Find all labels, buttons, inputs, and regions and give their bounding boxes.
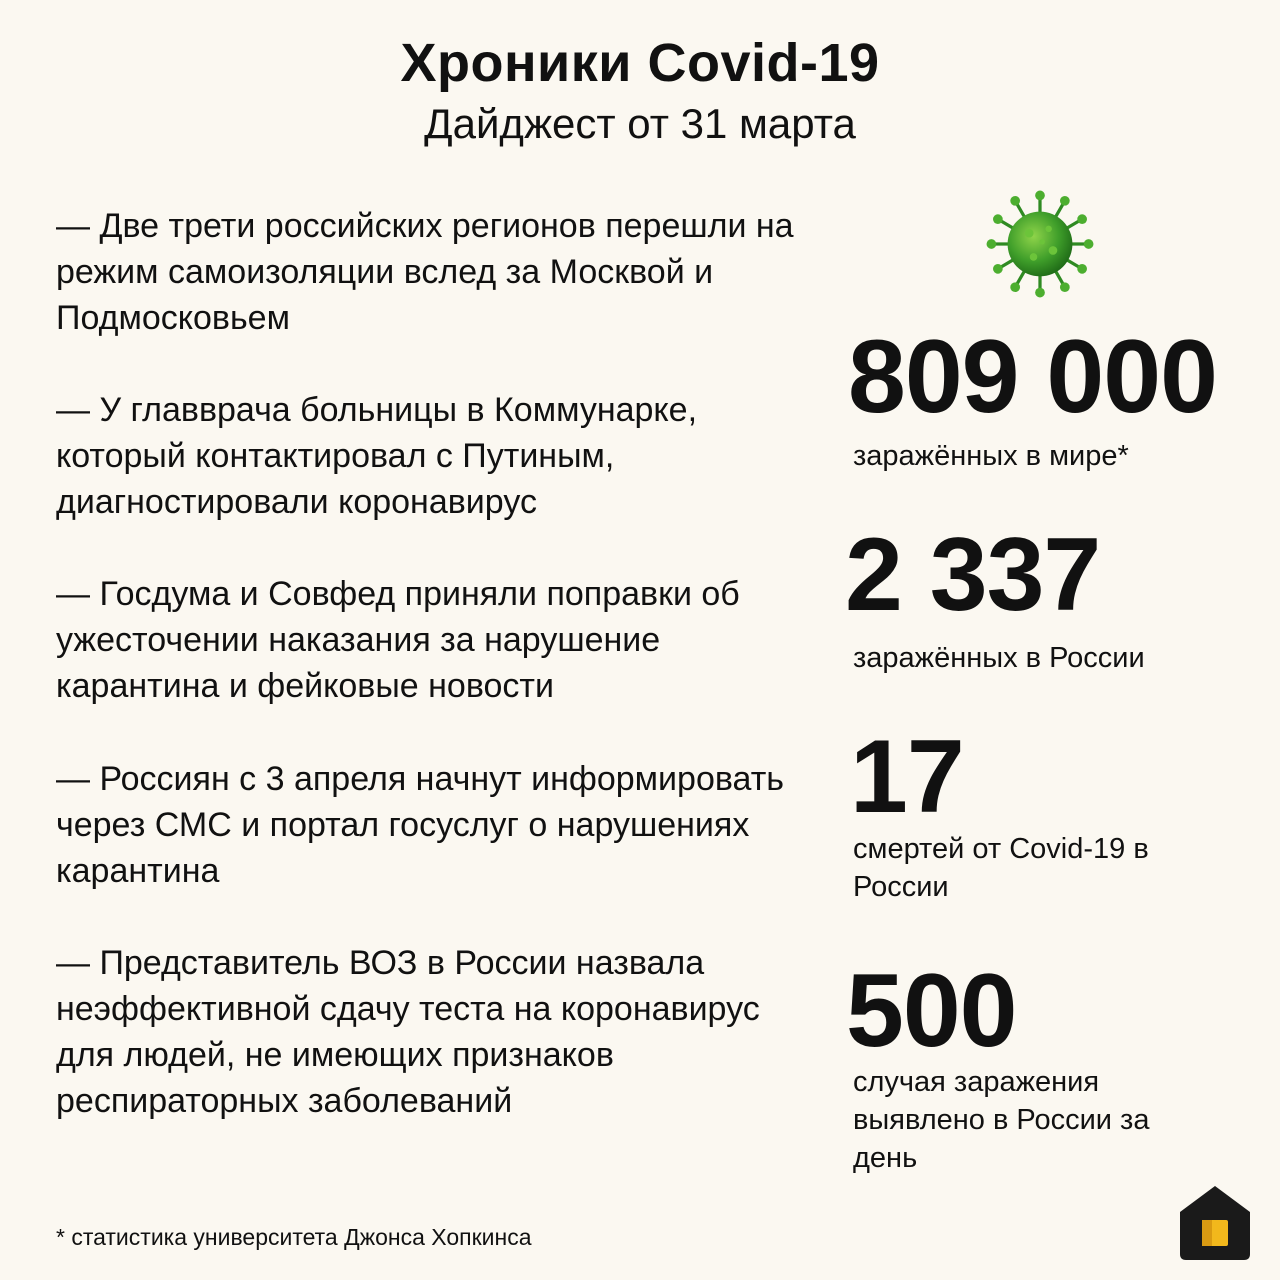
stat-label-russia-daily: случая заражения выявлено в России за день	[853, 1066, 1150, 1174]
news-item: — Две трети российских регионов перешли на режим самоизоляции вслед за Москвой и Подмосковьем	[56, 207, 794, 337]
stat-label-russia-deaths: смертей от Covid-19 в России	[853, 833, 1149, 903]
news-item: — Представитель ВОЗ в России назвала неэффективной сдачу теста на коронавирус для людей, не имеющих признаков респираторных заболеваний	[56, 944, 760, 1120]
virus-icon	[986, 190, 1094, 298]
news-item: — Госдума и Совфед приняли поправки об ужесточении наказания за нарушение карантина и фейковые новости	[56, 575, 740, 705]
page-title: Хроники Covid-19	[400, 33, 880, 93]
page-subtitle: Дайджест от 31 марта	[424, 100, 856, 147]
news-item: — У главврача больницы в Коммунарке, который контактировал с Путиным, диагностировали коронавирус	[56, 391, 698, 521]
header	[0, 30, 1280, 152]
stat-value-russia-deaths: 17	[850, 719, 964, 835]
home-logo-icon	[1178, 1184, 1252, 1262]
stat-value-russia-infected: 2 337	[845, 517, 1101, 633]
stat-value-russia-daily: 500	[846, 953, 1017, 1069]
stat-value-world-infected: 809 000	[848, 319, 1217, 435]
stat-label-world-infected: заражённых в мире*	[853, 440, 1129, 472]
news-item: — Россиян с 3 апреля начнут информировать через СМС и портал госуслуг о нарушениях карантина	[56, 760, 784, 890]
footnote: * статистика университета Джонса Хопкинса	[56, 1224, 532, 1250]
stat-label-russia-infected: заражённых в России	[853, 642, 1145, 674]
